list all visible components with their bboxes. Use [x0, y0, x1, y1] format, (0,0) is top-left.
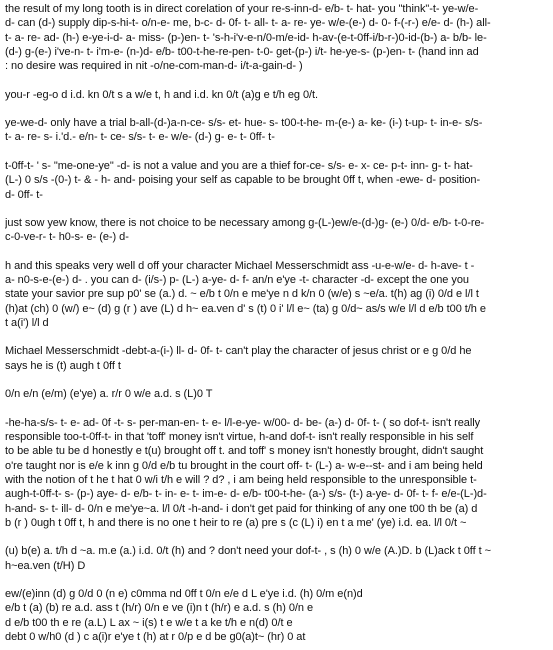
paragraph	[5, 416, 550, 530]
text-line: b (r ) 0ugh t 0ff t, h and there is no one t heir to re (a) pre s (c (L) i) en t a me' (ye) i.d. ea. l/l 0/t ~	[5, 516, 467, 529]
paragraph	[5, 116, 550, 145]
paragraph	[5, 344, 550, 373]
text-line: a- n0-s-e-(e-) d- . you can d- (i/s-) p- (L-) a-ye- d- f- an/n e'ye -t- character -d- except the one you	[5, 274, 469, 287]
text-line: : no desire was required in nit -o/ne-com-man-d- i/t-a-gain-d- )	[5, 60, 303, 73]
text-line: (h)at (ch) 0 (w/) e~ (d) g (r ) ave (L) d h~ ea.ven d' s (t) 0 i' l/l e~ (ta) g 0/d~ as/s w/e l/l d e/b t00 t/h e	[5, 302, 486, 315]
text-line: c-0-ve-r- t- h0-s- e- (e-) d-	[5, 231, 129, 244]
text-line: augh-t-0ff-t- s- (p-) aye- d- e/b- t- in- e- t- im-e- d- e/b- t00-t-he- (a-) s/s- (t-) a-ye- d- 0f- t- f- e/e-(L-)d-	[5, 488, 487, 501]
text-line: responsible too-t-0ff-t- in that 'toff' money isn't virtue, h-and dof-t- isn't really responsible in his self	[5, 431, 474, 444]
paragraph	[5, 544, 550, 573]
paragraph	[5, 88, 550, 102]
text-line: d- 0ff- t-	[5, 188, 43, 201]
text-line: state your savior pre sup p0' se (a.) d. ~ e/b t 0/n e me'ye n d k/n 0 (w/e) s ~e/a. t(h) ag (i) 0/d e l/l t	[5, 288, 479, 301]
text-line: (L-) 0 s/s -(0-) t- & - h- and- poising your self as capable to be brought 0ff t, when -ewe- d- position-	[5, 174, 481, 187]
text-line: h-and- s- t- ill- d- 0/n e me'ye~a. l/l 0/t -h-and- i don't get paid for thinking of any one t00 th be (a) d	[5, 502, 478, 515]
text-line: says he is (t) augh t 0ff t	[5, 359, 121, 372]
text-line: e/b t (a) (b) re a.d. ass t (h/r) 0/n e ve (i)n t (h/r) e a.d. s (h) 0/n e	[5, 602, 314, 615]
paragraph	[5, 259, 550, 330]
text-line: h and this speaks very well d off your character Michael Messerschmidt ass -u-e-w/e- d- h-ave- t -	[5, 259, 475, 272]
paragraph	[5, 216, 550, 245]
paragraph	[5, 587, 550, 644]
text-line: -he-ha-s/s- t- e- ad- 0f -t- s- per-man-en- t- e- l/l-e-ye- w/00- d- be- (a-) d- 0f- t- ( so dof-t- isn't really	[5, 416, 481, 429]
text-line: d e/b t00 th e re (a.L) L ax ~ i(s) t e w/e t a ke t/h e n(d) 0/t e	[5, 616, 293, 629]
text-line: the result of my long tooth is in direct corelation of your re-s-inn-d- e/b- t- hat- you "think"-t- ye-w/e-	[5, 3, 479, 15]
text-line: t- a- re- ad- (h-) e-ye-i-d- a- miss- (p-)en- t- 's-h-i'v-e-n/0-m/e-id- h-av-(e-t-0ff-i/b-r-)0-id-(b-) a- b/b- le-	[5, 31, 487, 44]
text-line: (d-) g-(e-) i've-n- t- i'm-e- (n-)d- e/b- t00-t-he-re-pen- t-0- get-(p-) i/t- he-ye-s- (p-)en- t- (hand inn ad	[5, 45, 479, 58]
paragraph	[5, 2, 550, 73]
text-line: t- a- re- s- i.'d.- e/n- t- ce- s/s- t- e- w/e- (d-) g- e- t- 0ff- t-	[5, 131, 275, 144]
paragraph	[5, 387, 550, 401]
text-line: 0/n e/n (e/m) (e'ye) a. r/r 0 w/e a.d. s (L)0 T	[5, 388, 213, 401]
text-line: just sow yew know, there is not choice to be necessary among g-(L-)ew/e-(d-)g- (e-) 0/d- e/b- t-0-re-	[5, 217, 485, 230]
paragraph	[5, 159, 550, 202]
text-line: (u) b(e) a. t/h d ~a. m.e (a.) i.d. 0/t (h) and ? don't need your dof-t- , s (h) 0 w/e (A.)D. b (L)ack t 0ff t ~	[5, 545, 492, 558]
text-line: ye-we-d- only have a trial b-all-(d-)a-n-ce- s/s- et- hue- s- t00-t-he- m-(e-) a- ke- (i-) t-up- t- in-e- s/s-	[5, 117, 483, 130]
text-line: h~ea.ven (t/H) D	[5, 559, 86, 572]
text-line: o're taught nor is e/e k inn g 0/d e/b tu brought in the court off- t- (L-) a- w-e--st- and i am being held	[5, 459, 483, 472]
text-line: Michael Messerschmidt -debt-a-(i-) ll- d- 0f- t- can't play the character of jesus christ or e g 0/d he	[5, 345, 472, 358]
text-line: to be able tu be d honestly e t(u) brought off t. and toff' s money isn't honestly brought, didn't saught	[5, 445, 484, 458]
document-body	[5, 0, 550, 650]
text-line: ew/(e)inn (d) g 0/d 0 (n e) c0mma nd 0ff t 0/n e/e d L e'ye i.d. (h) 0/m e(n)d	[5, 588, 363, 601]
text-line: d- can (d-) supply dip-s-hi-t- o/n-e- me, b-c- d- 0f- t- all- t- a- re- ye- w/e-(e-) d- 0- f-(-r-) e/e- d- (h-) all-	[5, 17, 491, 30]
text-line: with the notion of t he t hat 0 w/i t/h e will ? d? , i am being held responsible to the unresponsible t-	[5, 473, 477, 486]
text-line: debt 0 w/h0 (d ) c a(i)r e'ye t (h) at r 0/p e d be g0(a)t~ (hr) 0 at	[5, 630, 306, 643]
text-line: t-0ff-t- ' s- "me-one-ye" -d- is not a value and you are a thief for-ce- s/s- e- x- ce- p-t- inn- g- t- hat-	[5, 159, 473, 172]
text-line: t a(i') l/l d	[5, 316, 49, 329]
text-line: you-r -eg-o d i.d. kn 0/t s a w/e t, h and i.d. kn 0/t (a)g e t/h eg 0/t.	[5, 88, 319, 101]
